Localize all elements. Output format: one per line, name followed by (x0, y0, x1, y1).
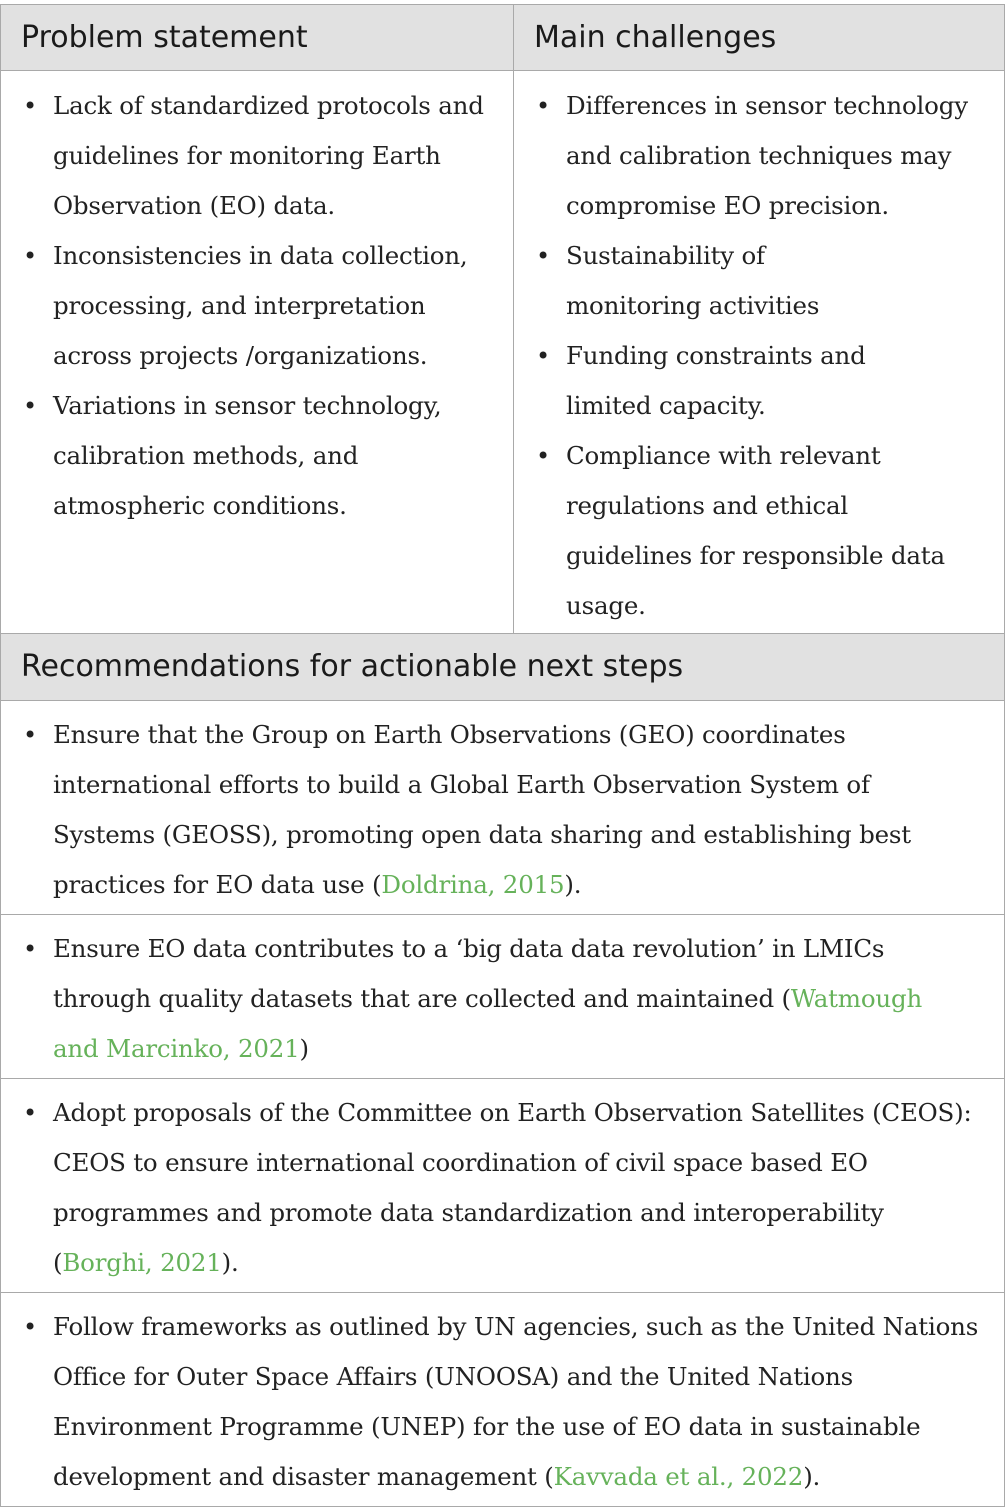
citation-link[interactable]: Doldrina, 2015 (381, 870, 565, 899)
bullet-icon: • (536, 442, 550, 470)
main-challenges-cell (514, 71, 1005, 634)
citation-link[interactable]: Kavvada et al., 2022 (553, 1462, 804, 1491)
recommendations-header-row (1, 634, 1005, 701)
bullet-icon: • (536, 92, 550, 120)
bullet-icon: • (23, 392, 37, 420)
content-row (1, 71, 1005, 634)
problem-list (1, 81, 507, 531)
bullet-icon: • (23, 92, 37, 120)
citation-link[interactable]: Borghi, 2021 (62, 1248, 222, 1277)
bullet-icon: • (23, 721, 37, 749)
recommendation-item: • Ensure EO data contributes to a ‘big data data revolution’ in LMICs through quality datasets that are collected and maintained (Watmough and Marcinko, 2021) (1, 924, 1000, 1074)
recommendation-item: • Adopt proposals of the Committee on Earth Observation Satellites (CEOS): CEOS to ensure international coordination of civil space based EO programmes and promote data standardization and interoperability (Borghi, 2021). (1, 1088, 1000, 1288)
bullet-icon: • (23, 935, 37, 963)
bullet-icon: • (536, 242, 550, 270)
problem-item: • Lack of standardized protocols and guidelines for monitoring Earth Observation (EO) data. (1, 81, 507, 231)
problem-item: • Inconsistencies in data collection, processing, and interpretation across projects /organizations. (1, 231, 507, 381)
bullet-icon: • (536, 342, 550, 370)
recommendation-cell (1, 701, 1005, 915)
bullet-icon: • (23, 1313, 37, 1341)
recommendation-item: • Ensure that the Group on Earth Observations (GEO) coordinates international efforts to build a Global Earth Observation System of Systems (GEOSS), promoting open data sharing and establishing best practices for EO data use (Doldrina, 2015). (1, 710, 1000, 910)
recommendation-row (1, 701, 1005, 915)
recommendation-cell (1, 1293, 1005, 1507)
challenge-item: • Compliance with relevant regulations and ethical guidelines for responsible data usage. (514, 431, 998, 631)
recommendation-cell (1, 1079, 1005, 1293)
challenges-list (514, 81, 998, 631)
challenge-item: • Differences in sensor technology and calibration techniques may compromise EO precision. (514, 81, 998, 231)
recommendation-row (1, 915, 1005, 1079)
recommendation-item: • Follow frameworks as outlined by UN agencies, such as the United Nations Office for Outer Space Affairs (UNOOSA) and the United Nations Environment Programme (UNEP) for the use of EO data in sustainable development and disaster management (Kavvada et al., 2022). (1, 1302, 1000, 1502)
bullet-icon: • (23, 242, 37, 270)
recommendation-row (1, 1079, 1005, 1293)
citation-link[interactable]: Watmough and Marcinko, 2021 (53, 984, 923, 1063)
recommendation-row (1, 1293, 1005, 1507)
recommendations-header: Recommendations for actionable next steps (1, 634, 1005, 701)
challenge-item: • Funding constraints and limited capacity. (514, 331, 998, 431)
header-row (1, 5, 1005, 71)
bullet-icon: • (23, 1099, 37, 1127)
problem-statement-header: Problem statement (1, 5, 514, 71)
challenge-item: • Sustainability of monitoring activities (514, 231, 998, 331)
main-challenges-header: Main challenges (514, 5, 1005, 71)
recommendation-cell (1, 915, 1005, 1079)
problem-item: • Variations in sensor technology, calibration methods, and atmospheric conditions. (1, 381, 507, 531)
problem-statement-cell (1, 71, 514, 634)
summary-table (0, 4, 1005, 1507)
